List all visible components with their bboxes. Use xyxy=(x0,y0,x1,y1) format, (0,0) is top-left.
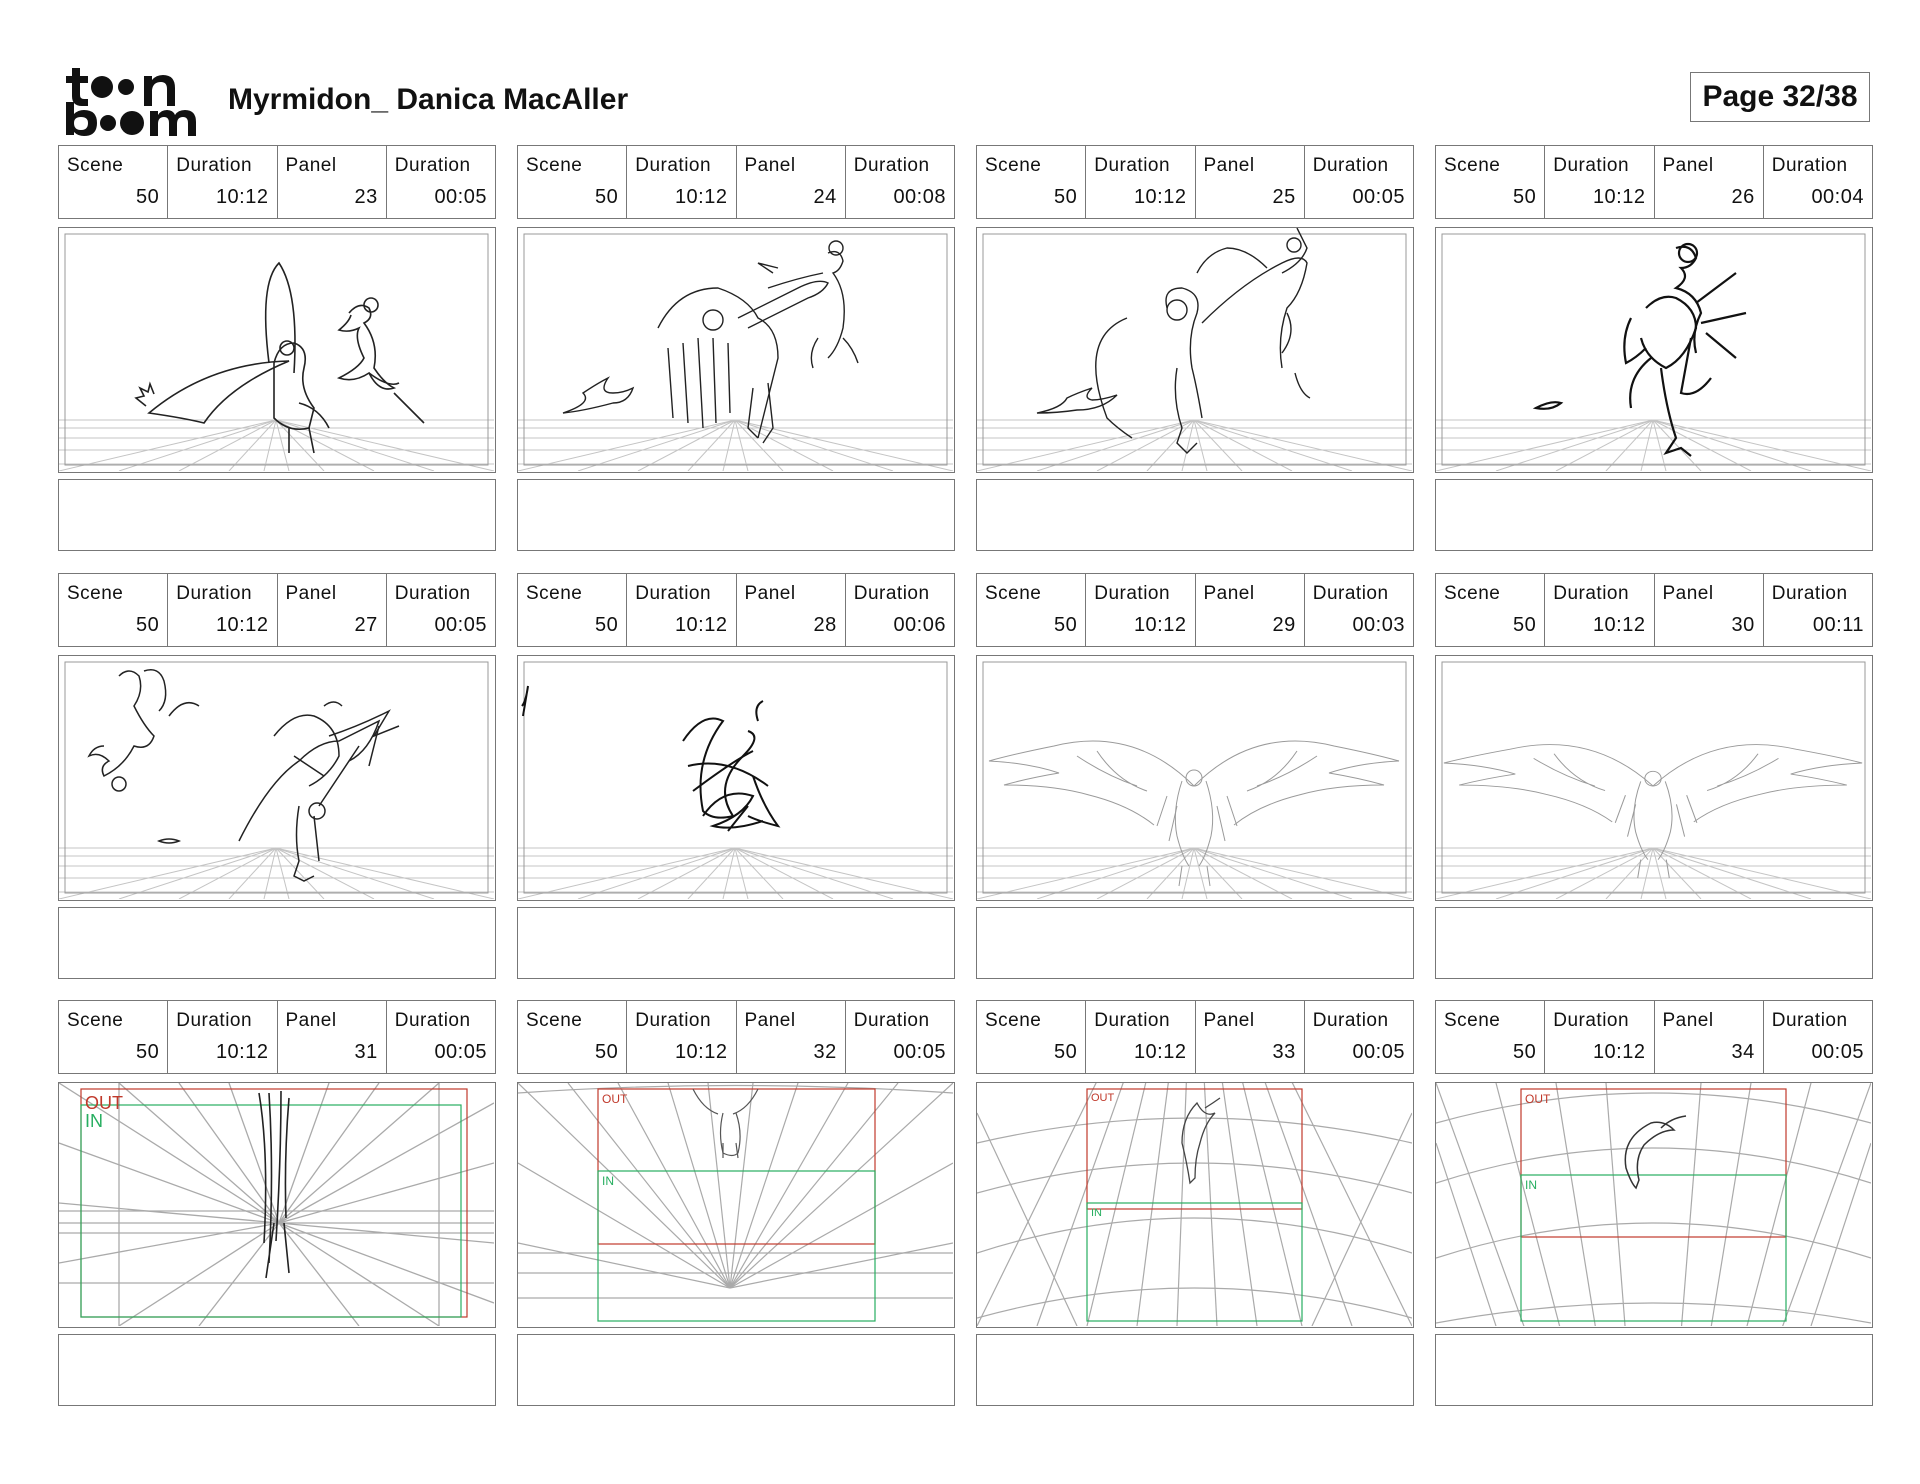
panel-label: Panel xyxy=(285,583,337,604)
scene-duration-cell xyxy=(1086,1001,1195,1073)
panel-cell xyxy=(1655,146,1764,218)
scene-cell xyxy=(977,1001,1086,1073)
panel-image xyxy=(517,655,955,901)
panel-label: Panel xyxy=(744,1010,796,1031)
panel-duration-value: 00:05 xyxy=(434,614,487,636)
duration-label: Duration xyxy=(394,1010,471,1031)
duration-label: Duration xyxy=(394,583,471,604)
panel-duration-value: 00:04 xyxy=(1811,186,1864,208)
scene-duration-value: 10:12 xyxy=(674,614,728,636)
scene-value: 50 xyxy=(1054,614,1078,636)
panel-header xyxy=(517,1000,955,1074)
panel-cell xyxy=(737,574,846,646)
scene-duration-cell xyxy=(627,574,736,646)
duration-label: Duration xyxy=(853,583,930,604)
panel-value: 32 xyxy=(813,1041,837,1063)
scene-value: 50 xyxy=(1513,1041,1537,1063)
duration-label: Duration xyxy=(1312,155,1389,176)
panel-notes[interactable] xyxy=(976,1334,1414,1406)
panel-image xyxy=(1435,1082,1873,1328)
scene-duration-value: 10:12 xyxy=(1133,186,1187,208)
scene-value: 50 xyxy=(136,186,160,208)
panel-notes[interactable] xyxy=(1435,1334,1873,1406)
scene-value: 50 xyxy=(595,1041,619,1063)
panel-image xyxy=(58,1082,496,1328)
panel-value: 28 xyxy=(813,614,837,636)
duration-label: Duration xyxy=(635,1010,712,1031)
panel-label: Panel xyxy=(1203,583,1255,604)
scene-value: 50 xyxy=(595,186,619,208)
duration-label: Duration xyxy=(1312,1010,1389,1031)
panel-image xyxy=(976,1082,1414,1328)
panel-header xyxy=(517,145,955,219)
panel-cell xyxy=(278,574,387,646)
panel-duration-value: 00:08 xyxy=(893,186,946,208)
panel-label: Panel xyxy=(744,583,796,604)
panel-duration-cell xyxy=(1305,1001,1413,1073)
scene-duration-cell xyxy=(168,146,277,218)
panel-image xyxy=(517,227,955,473)
panel-value: 29 xyxy=(1272,614,1296,636)
panel-duration-value: 00:05 xyxy=(434,186,487,208)
panel-image xyxy=(976,655,1414,901)
panel-value: 23 xyxy=(354,186,378,208)
panel-label: Panel xyxy=(285,1010,337,1031)
scene-value: 50 xyxy=(1054,186,1078,208)
panel-value: 30 xyxy=(1731,614,1755,636)
scene-duration-cell xyxy=(168,574,277,646)
scene-cell xyxy=(518,574,627,646)
duration-label: Duration xyxy=(1094,1010,1171,1031)
panel-header xyxy=(1435,573,1873,647)
panel-duration-cell xyxy=(387,1001,495,1073)
panel-notes[interactable] xyxy=(58,479,496,551)
panel-notes[interactable] xyxy=(976,907,1414,979)
panel-duration-value: 00:06 xyxy=(893,614,946,636)
scene-duration-value: 10:12 xyxy=(215,614,269,636)
panel-cell xyxy=(1196,1001,1305,1073)
panel-image xyxy=(1435,655,1873,901)
panel-notes[interactable] xyxy=(976,479,1414,551)
duration-label: Duration xyxy=(176,155,253,176)
scene-duration-value: 10:12 xyxy=(674,1041,728,1063)
scene-duration-value: 10:12 xyxy=(1133,1041,1187,1063)
scene-label: Scene xyxy=(985,583,1042,604)
panel-cell xyxy=(1655,574,1764,646)
panel-image xyxy=(517,1082,955,1328)
scene-duration-cell xyxy=(1086,574,1195,646)
panel-cell xyxy=(278,146,387,218)
scene-cell xyxy=(1436,1001,1545,1073)
panel-value: 31 xyxy=(354,1041,378,1063)
scene-cell xyxy=(977,146,1086,218)
panel-image xyxy=(58,227,496,473)
panel-duration-value: 00:05 xyxy=(1352,186,1405,208)
scene-duration-value: 10:12 xyxy=(215,186,269,208)
panel-header xyxy=(976,573,1414,647)
scene-label: Scene xyxy=(526,1010,583,1031)
panel-label: Panel xyxy=(1203,1010,1255,1031)
panel-header xyxy=(58,1000,496,1074)
panel-duration-cell xyxy=(387,146,495,218)
panel-header xyxy=(58,573,496,647)
out-label: OUT xyxy=(1091,1092,1115,1104)
panel-notes[interactable] xyxy=(58,907,496,979)
panel-duration-cell xyxy=(387,574,495,646)
panel-image xyxy=(976,227,1414,473)
panel-cell xyxy=(278,1001,387,1073)
duration-label: Duration xyxy=(635,155,712,176)
panel-header xyxy=(58,145,496,219)
duration-label: Duration xyxy=(176,1010,253,1031)
panel-header xyxy=(517,573,955,647)
panel-value: 33 xyxy=(1272,1041,1296,1063)
panel-notes[interactable] xyxy=(517,1334,955,1406)
scene-value: 50 xyxy=(1513,614,1537,636)
panel-duration-value: 00:05 xyxy=(1811,1041,1864,1063)
scene-duration-cell xyxy=(627,146,736,218)
scene-duration-value: 10:12 xyxy=(1592,1041,1646,1063)
panel-label: Panel xyxy=(744,155,796,176)
scene-label: Scene xyxy=(1444,155,1501,176)
scene-duration-value: 10:12 xyxy=(1592,186,1646,208)
page-number: Page 32/38 xyxy=(1690,72,1870,122)
scene-label: Scene xyxy=(985,1010,1042,1031)
scene-duration-cell xyxy=(627,1001,736,1073)
panel-duration-cell xyxy=(846,1001,954,1073)
scene-label: Scene xyxy=(526,155,583,176)
scene-cell xyxy=(59,574,168,646)
in-label: IN xyxy=(602,1174,614,1188)
scene-cell xyxy=(59,146,168,218)
panel-duration-cell xyxy=(1305,146,1413,218)
panel-notes[interactable] xyxy=(517,907,955,979)
panel-duration-cell xyxy=(1764,574,1872,646)
duration-label: Duration xyxy=(1553,155,1630,176)
scene-duration-value: 10:12 xyxy=(1133,614,1187,636)
scene-cell xyxy=(977,574,1086,646)
scene-cell xyxy=(518,146,627,218)
duration-label: Duration xyxy=(853,155,930,176)
panel-duration-value: 00:05 xyxy=(434,1041,487,1063)
panel-notes[interactable] xyxy=(517,479,955,551)
scene-value: 50 xyxy=(595,614,619,636)
document-title: Myrmidon_ Danica MacAller xyxy=(228,83,629,116)
scene-value: 50 xyxy=(136,614,160,636)
duration-label: Duration xyxy=(1094,583,1171,604)
panel-cell xyxy=(737,1001,846,1073)
panel-cell xyxy=(737,146,846,218)
panel-value: 24 xyxy=(813,186,837,208)
panel-duration-value: 00:11 xyxy=(1812,614,1864,636)
panel-header xyxy=(976,1000,1414,1074)
panel-label: Panel xyxy=(1662,583,1714,604)
duration-label: Duration xyxy=(635,583,712,604)
scene-cell xyxy=(1436,574,1545,646)
panel-duration-cell xyxy=(1764,1001,1872,1073)
panel-image xyxy=(1435,227,1873,473)
duration-label: Duration xyxy=(394,155,471,176)
panel-value: 27 xyxy=(354,614,378,636)
scene-label: Scene xyxy=(67,155,124,176)
panel-header xyxy=(1435,145,1873,219)
panel-cell xyxy=(1655,1001,1764,1073)
panel-value: 25 xyxy=(1272,186,1296,208)
scene-duration-cell xyxy=(1545,146,1654,218)
in-label: IN xyxy=(1525,1178,1537,1192)
in-frame xyxy=(1087,1203,1302,1321)
duration-label: Duration xyxy=(1771,155,1848,176)
panel-notes[interactable] xyxy=(58,1334,496,1406)
duration-label: Duration xyxy=(176,583,253,604)
scene-duration-cell xyxy=(1086,146,1195,218)
panel-cell xyxy=(1196,574,1305,646)
scene-cell xyxy=(1436,146,1545,218)
panel-header xyxy=(976,145,1414,219)
panel-value: 26 xyxy=(1731,186,1755,208)
scene-label: Scene xyxy=(526,583,583,604)
in-label: IN xyxy=(1091,1207,1102,1219)
scene-label: Scene xyxy=(67,583,124,604)
out-label: OUT xyxy=(85,1093,123,1113)
scene-duration-value: 10:12 xyxy=(1592,614,1646,636)
duration-label: Duration xyxy=(1553,1010,1630,1031)
scene-value: 50 xyxy=(1513,186,1537,208)
scene-value: 50 xyxy=(136,1041,160,1063)
duration-label: Duration xyxy=(853,1010,930,1031)
panel-label: Panel xyxy=(285,155,337,176)
scene-duration-cell xyxy=(1545,1001,1654,1073)
panel-label: Panel xyxy=(1203,155,1255,176)
duration-label: Duration xyxy=(1312,583,1389,604)
in-frame xyxy=(1521,1175,1786,1321)
panel-notes[interactable] xyxy=(1435,479,1873,551)
panel-duration-cell xyxy=(846,574,954,646)
scene-label: Scene xyxy=(1444,1010,1501,1031)
panel-cell xyxy=(1196,146,1305,218)
duration-label: Duration xyxy=(1094,155,1171,176)
panel-duration-cell xyxy=(1764,146,1872,218)
out-label: OUT xyxy=(602,1092,628,1106)
scene-cell xyxy=(59,1001,168,1073)
scene-label: Scene xyxy=(1444,583,1501,604)
panel-duration-value: 00:03 xyxy=(1352,614,1405,636)
scene-duration-cell xyxy=(1545,574,1654,646)
panel-label: Panel xyxy=(1662,155,1714,176)
in-label: IN xyxy=(85,1111,103,1131)
panel-duration-value: 00:05 xyxy=(893,1041,946,1063)
panel-duration-cell xyxy=(846,146,954,218)
scene-duration-cell xyxy=(168,1001,277,1073)
scene-duration-value: 10:12 xyxy=(674,186,728,208)
duration-label: Duration xyxy=(1771,583,1848,604)
scene-label: Scene xyxy=(985,155,1042,176)
out-label: OUT xyxy=(1525,1092,1551,1106)
duration-label: Duration xyxy=(1771,1010,1848,1031)
panel-notes[interactable] xyxy=(1435,907,1873,979)
duration-label: Duration xyxy=(1553,583,1630,604)
scene-label: Scene xyxy=(67,1010,124,1031)
panel-image xyxy=(58,655,496,901)
scene-duration-value: 10:12 xyxy=(215,1041,269,1063)
scene-value: 50 xyxy=(1054,1041,1078,1063)
panel-label: Panel xyxy=(1662,1010,1714,1031)
panel-value: 34 xyxy=(1731,1041,1755,1063)
panel-duration-value: 00:05 xyxy=(1352,1041,1405,1063)
scene-cell xyxy=(518,1001,627,1073)
toon-boom-logo xyxy=(62,62,202,138)
panel-header xyxy=(1435,1000,1873,1074)
panel-duration-cell xyxy=(1305,574,1413,646)
